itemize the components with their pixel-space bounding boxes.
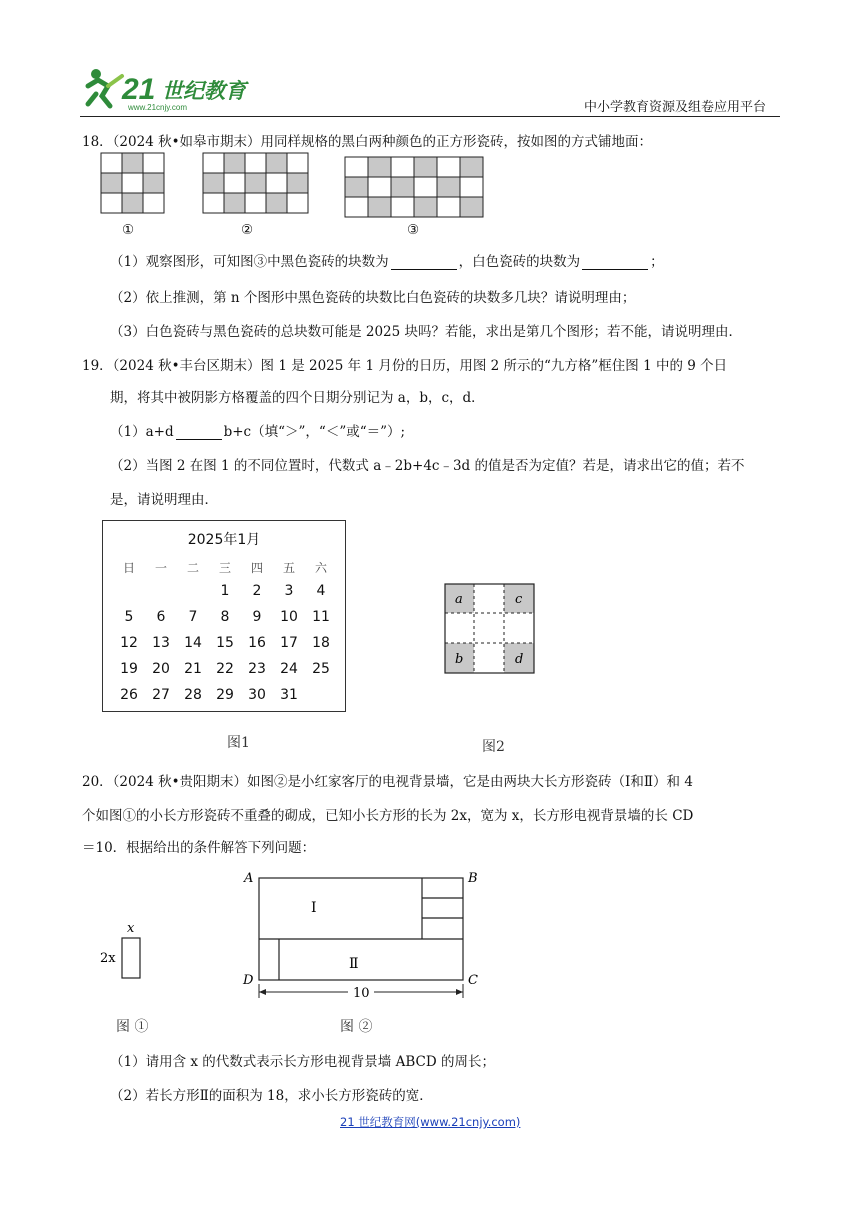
calendar-day: [177, 583, 209, 609]
q20-tv-wall: [238, 866, 488, 1006]
calendar-day: 31: [280, 687, 298, 703]
q19-part-2-line-1: （2）当图 2 在图 1 的不同位置时，代数式 a﹣2b+4c﹣3d 的值是否为定值？若是，请求出它的值；若不: [110, 458, 745, 474]
corner-b: B: [468, 871, 478, 886]
q18-fig-label-2: ②: [241, 222, 254, 238]
calendar-day: 17: [280, 635, 298, 651]
calendar-day: 7: [188, 609, 198, 625]
length-cd-label: 10: [353, 986, 370, 1001]
logo-url: www.21cnjy.com: [128, 103, 187, 112]
q19-stem-line-1: 19．（2024 秋•丰台区期末）图 1 是 2025 年 1 月份的日历，用图 2 所示的“九方格”框住图 1 中的 9 个日: [82, 358, 728, 374]
q18-part-2: （2）依上推测，第 n 个图形中黑色瓷砖的块数比白色瓷砖的块数多几块？请说明理由；: [110, 290, 636, 306]
q20-fig1-caption: 图 ①: [116, 1019, 149, 1035]
calendar-day: 28: [184, 687, 202, 703]
calendar-day: 3: [284, 583, 294, 599]
calendar: [102, 520, 346, 712]
nine-square-grid: [444, 583, 538, 677]
q19-answer-blank[interactable]: [176, 425, 222, 440]
calendar-day: 29: [216, 687, 234, 703]
calendar-day: 25: [312, 661, 330, 677]
q18-figure-2: [202, 152, 310, 214]
region-1-label: Ⅰ: [311, 900, 317, 916]
weekday: 四: [250, 561, 263, 575]
q20-stem-line-2: 个如图①的小长方形瓷砖不重叠的砌成，已知小长方形的长为 2x，宽为 x，长方形电视背景墙的长 CD: [82, 808, 694, 824]
q18-fig-label-1: ①: [122, 222, 135, 238]
calendar-day: 11: [312, 609, 330, 625]
q19-fig1-caption: 图1: [227, 735, 250, 751]
q19-p1-text-b: b+c（填“＞”，“＜”或“＝”）;: [223, 424, 406, 440]
q19-p1-text-a: （1）a+d: [110, 424, 174, 440]
weekday: 三: [218, 561, 231, 575]
calendar-day: 9: [252, 609, 262, 625]
header-rule: [80, 116, 780, 117]
weekday: 六: [314, 561, 327, 575]
corner-c: C: [468, 973, 478, 988]
q19-stem-line-2: 期，将其中被阴影方格覆盖的四个日期分别记为 a，b，c，d．: [110, 390, 485, 406]
calendar-day: 12: [120, 635, 138, 651]
q20-fig2-caption: 图 ②: [340, 1019, 373, 1035]
q18-p1-text-b: ，白色瓷砖的块数为: [458, 254, 581, 270]
q20-stem-line-3: ＝10．根据给出的条件解答下列问题：: [82, 840, 316, 856]
logo-name: 世纪教育: [162, 79, 246, 103]
calendar-day: [113, 583, 145, 609]
calendar-day: 13: [152, 635, 170, 651]
calendar-day: 18: [312, 635, 330, 651]
calendar-day: 6: [156, 609, 166, 625]
footer-link[interactable]: 21 世纪教育网(www.21cnjy.com): [340, 1115, 521, 1129]
q18-part-3: （3）白色瓷砖与黑色瓷砖的总块数可能是 2025 块吗？若能，求出是第几个图形；若不能，请说明理由．: [110, 324, 743, 340]
calendar-day: 5: [124, 609, 134, 625]
weekday: 五: [282, 561, 295, 575]
q18-p1-text-a: （1）观察图形，可知图③中黑色瓷砖的块数为: [110, 254, 389, 270]
grid-letter-a: a: [455, 592, 463, 607]
weekday: 二: [186, 561, 199, 575]
calendar-day: 15: [216, 635, 234, 651]
weekday: 一: [154, 561, 167, 575]
q20-stem-line-1: 20．（2024 秋•贵阳期末）如图②是小红家客厅的电视背景墙，它是由两块大长方形瓷砖（Ⅰ和Ⅱ）和 4: [82, 774, 693, 790]
calendar-dates: [113, 583, 337, 713]
calendar-day: 21: [184, 661, 202, 677]
calendar-day: 22: [216, 661, 234, 677]
q18-answer-white[interactable]: [582, 255, 648, 270]
weekday: 日: [122, 561, 135, 575]
q20-part-2: （2）若长方形Ⅱ的面积为 18，求小长方形瓷砖的宽．: [110, 1088, 433, 1104]
q18-p1-text-c: ；: [650, 254, 664, 270]
calendar-day: [145, 583, 177, 609]
calendar-title: 2025年1月: [187, 532, 261, 548]
calendar-day: 19: [120, 661, 138, 677]
calendar-day: 1: [220, 583, 230, 599]
q19-part-2-line-2: 是，请说明理由．: [110, 492, 218, 508]
q19-part-1: [110, 420, 405, 440]
q20-small-tile: [96, 916, 156, 986]
grid-letter-d: d: [515, 652, 524, 667]
calendar-weekdays: [113, 559, 337, 576]
q18-answer-black[interactable]: [391, 255, 457, 270]
calendar-day: 30: [248, 687, 266, 703]
calendar-day: 16: [248, 635, 266, 651]
q18-figure-3: [344, 156, 484, 218]
grid-letter-c: c: [515, 592, 523, 607]
calendar-day: 20: [152, 661, 170, 677]
calendar-day: 23: [248, 661, 266, 677]
calendar-day: 14: [184, 635, 202, 651]
calendar-day: 2: [252, 583, 262, 599]
q18-figure-1: [100, 152, 166, 214]
calendar-day: [305, 687, 337, 713]
calendar-day: 4: [316, 583, 326, 599]
small-length-label: 2x: [100, 951, 116, 966]
calendar-day: 24: [280, 661, 298, 677]
calendar-day: 27: [152, 687, 170, 703]
q19-fig2-caption: 图2: [482, 739, 505, 755]
calendar-day: 26: [120, 687, 138, 703]
platform-name: 中小学教育资源及组卷应用平台: [584, 100, 767, 115]
region-2-label: Ⅱ: [349, 956, 359, 972]
q18-stem: 18．（2024 秋•如皋市期末）用同样规格的黑白两种颜色的正方形瓷砖，按如图的方式铺地面：: [82, 134, 653, 150]
calendar-day: 8: [220, 609, 230, 625]
small-width-label: x: [127, 921, 135, 936]
grid-letter-b: b: [455, 652, 464, 667]
q18-fig-label-3: ③: [407, 222, 420, 238]
q20-part-1: （1）请用含 x 的代数式表示长方形电视背景墙 ABCD 的周长；: [110, 1054, 495, 1070]
calendar-day: 10: [280, 609, 298, 625]
logo: [82, 66, 272, 112]
corner-a: A: [244, 871, 254, 886]
runner-icon: [88, 69, 122, 106]
q18-part-1: [110, 250, 664, 270]
logo-number: 21: [122, 73, 156, 106]
corner-d: D: [243, 973, 254, 988]
